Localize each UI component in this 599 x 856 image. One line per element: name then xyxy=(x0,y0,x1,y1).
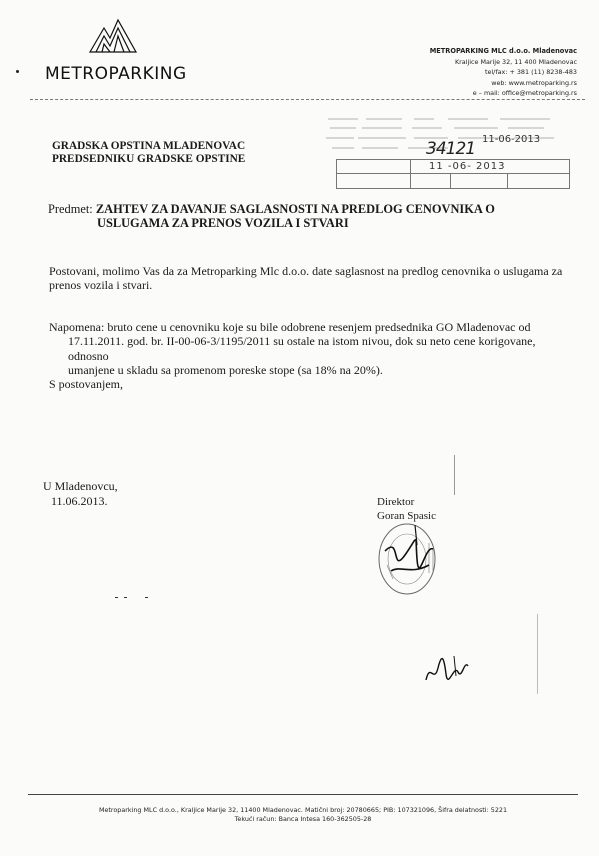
stamp-grid xyxy=(336,159,570,189)
stamp-row-1 xyxy=(337,160,569,174)
subject-block xyxy=(48,203,548,230)
recipient-line-2: PREDSEDNIKU GRADSKE OPSTINE xyxy=(52,152,246,165)
body-paragraph-1: Postovani, molimo Vas da za Metroparking Mlc d.o.o. date saglasnost na predlog cenovnika o uslugama za prenos vozila i stvari. xyxy=(49,264,563,293)
scan-streak xyxy=(454,455,455,495)
scan-speck xyxy=(115,597,118,598)
scan-speck xyxy=(124,597,127,598)
company-email: e – mail: office@metroparking.rs xyxy=(472,89,577,98)
company-phone: tel/fax: + 381 (11) 8238-483 xyxy=(484,68,577,77)
registry-stamp xyxy=(318,113,588,193)
date: 11.06.2013. xyxy=(51,493,108,508)
signatory-title: Direktor xyxy=(377,496,415,508)
stamp-handwritten-date: 11-06-2013 xyxy=(482,134,541,145)
stamp-received-date: 11 -06- 2013 xyxy=(429,161,506,172)
note-line-2: 17.11.2011. god. br. II-00-06-3/1195/2011 su ostale na istom nivou, dok su neto cene korigovane, odnosno xyxy=(68,334,536,363)
note-line-3: umanjene u skladu sa promenom poreske stope (sa 18% na 20%). xyxy=(68,362,383,377)
place-date-block xyxy=(43,479,118,508)
stamp-registry-number: 34121 xyxy=(426,139,476,159)
signatory-name: Goran Spasic xyxy=(377,509,436,522)
footer-divider xyxy=(28,794,578,795)
official-seal-and-signature xyxy=(371,515,451,605)
note-line-1: Napomena: bruto cene u cenovniku koje su bile odobrene resenjem predsednika GO Mladenovac od xyxy=(49,320,531,334)
company-contact-block xyxy=(430,46,577,99)
company-web: web: www.metroparking.rs xyxy=(491,78,577,87)
subject-line-1: ZAHTEV ZA DAVANJE SAGLASNOSTI NA PREDLOG CENOVNIKA O xyxy=(95,202,495,216)
scan-speck xyxy=(145,597,148,598)
subject-label: Predmet: xyxy=(48,202,93,216)
note-paragraph xyxy=(49,320,569,377)
footer-line-2: Tekući račun: Banca Intesa 160-362505-28 xyxy=(234,815,372,823)
subject-line-2: USLUGAMA ZA PRENOS VOZILA I STVARI xyxy=(97,215,349,230)
second-signature xyxy=(422,654,472,691)
recipient-line-1: GRADSKA OPSTINA MLADENOVAC xyxy=(52,140,246,152)
stamp-cell xyxy=(337,174,411,188)
stamp-row-2 xyxy=(337,174,569,188)
stamp-cell xyxy=(337,160,411,173)
metroparking-logo-icon xyxy=(88,14,138,59)
footer-line-1: Metroparking MLC d.o.o., Kraljice Marije 32, 11400 Mladenovac. Matični broj: 20780665; PIB: 107321096, Šifra delatnosti: 5221 xyxy=(98,806,508,814)
company-name: METROPARKING MLC d.o.o. Mladenovac xyxy=(429,47,577,55)
header-divider xyxy=(30,99,585,100)
closing-greeting: S postovanjem, xyxy=(49,377,123,391)
stamp-cell xyxy=(447,174,508,188)
stamp-cell xyxy=(407,174,451,188)
company-address: Kraljice Marije 32, 11 400 Mladenovac xyxy=(454,57,577,66)
place: U Mladenovcu, xyxy=(43,479,118,493)
scan-mark xyxy=(16,70,19,73)
footer-block xyxy=(28,806,578,824)
recipient-block xyxy=(52,140,245,165)
logo-wordmark: METROPARKING xyxy=(45,64,187,84)
scan-streak xyxy=(537,614,538,694)
